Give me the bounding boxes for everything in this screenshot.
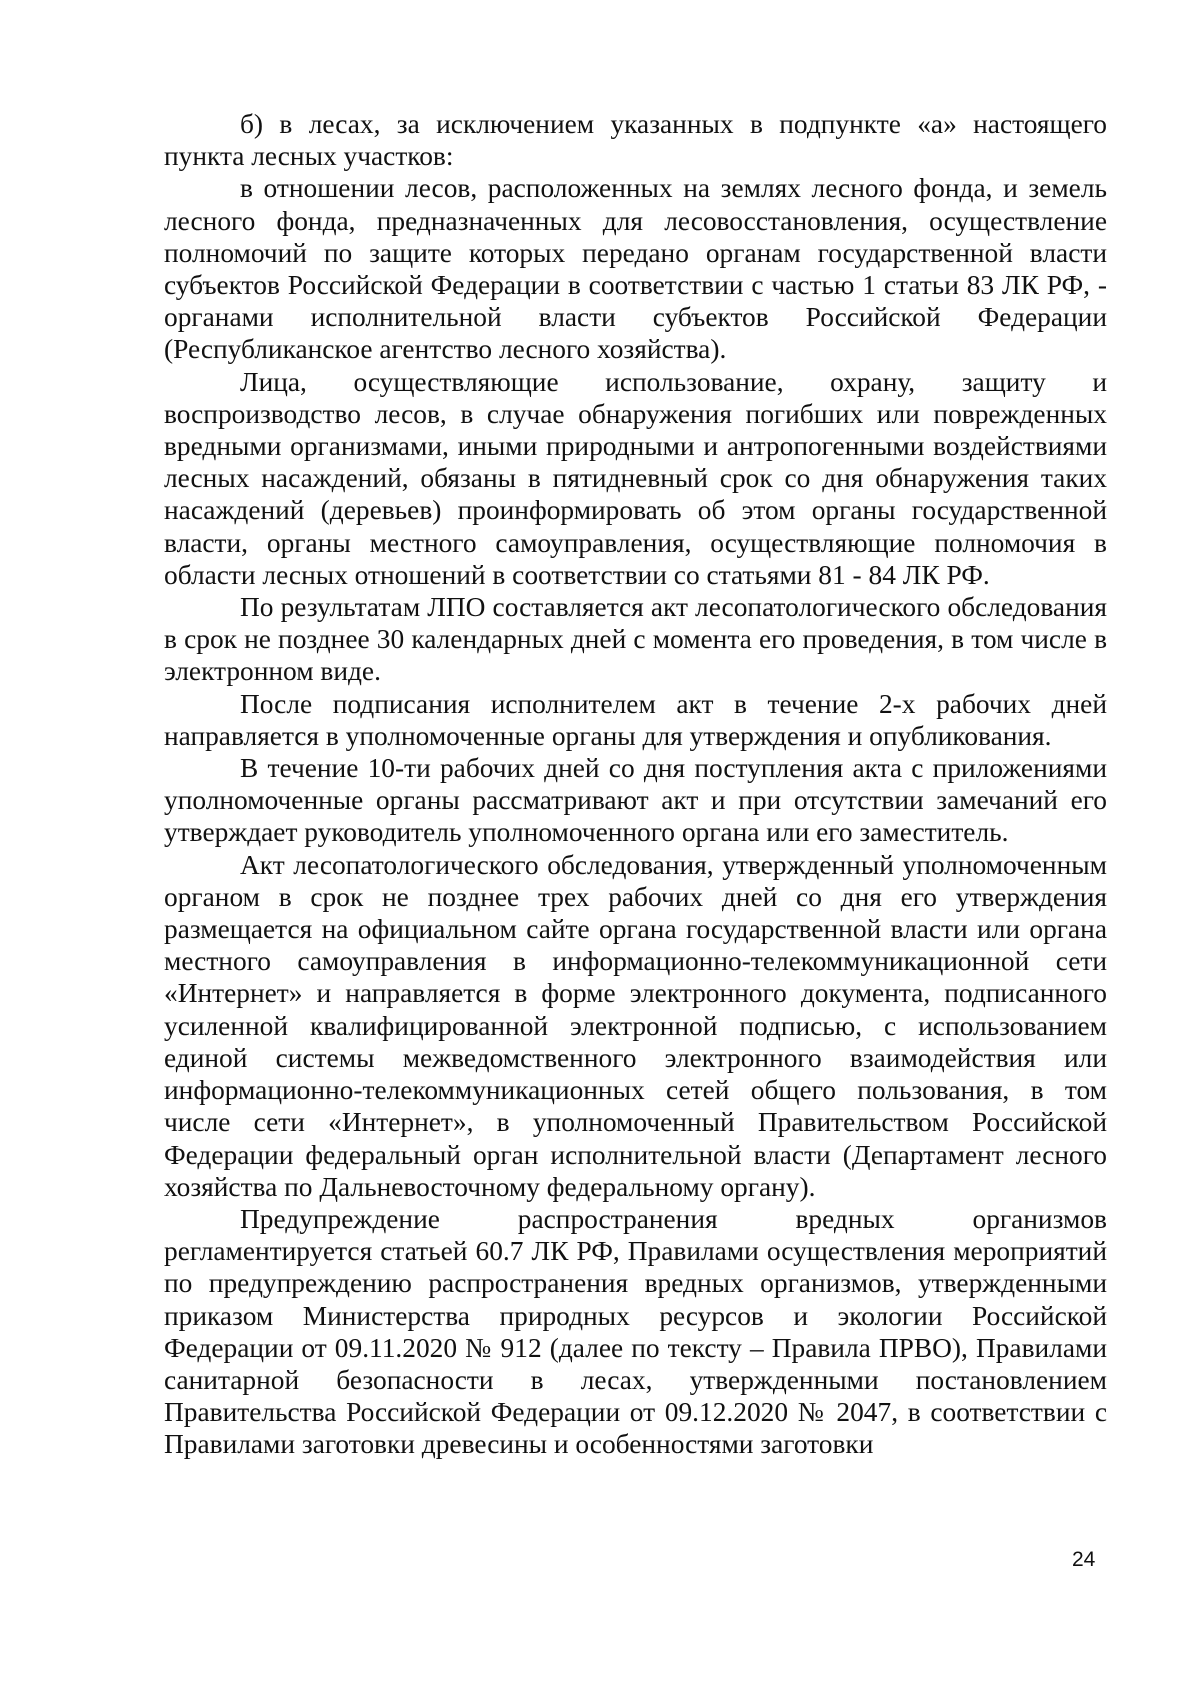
page-number: 24 [1072,1548,1096,1571]
body-text [164,108,1107,1461]
paragraph-1: б) в лесах, за исключением указанных в подпункте «а» настоящего пункта лесных участков: [164,109,1107,172]
paragraph-2: в отношении лесов, расположенных на землях лесного фонда, и земель лесного фонда, предназначенных для лесовосстановления, осуществление полномочий по защите которых передано органам государственной власти субъектов Российской Федерации в соответствии с частью 1 статьи 83 ЛК РФ, - органами исполнительной власти субъектов Российской Федерации (Республиканское агентство лесного хозяйства). [164,173,1107,365]
paragraph-7: Акт лесопатологического обследования, утвержденный уполномоченным органом в срок не позднее трех рабочих дней со дня его утверждения размещается на официальном сайте органа государственной власти или органа местного самоуправления в информационно-телекоммуникационной сети «Интернет» и направляется в форме электронного документа, подписанного усиленной квалифицированной электронной подписью, с использованием единой системы межведомственного электронного взаимодействия или информационно-телекоммуникационных сетей общего пользования, в том числе сети «Интернет», в уполномоченный Правительством Российской Федерации федеральный орган исполнительной власти (Департамент лесного хозяйства по Дальневосточному федеральному органу). [164,849,1107,1202]
paragraph-3: Лица, осуществляющие использование, охрану, защиту и воспроизводство лесов, в случае обнаружения погибших или поврежденных вредными организмами, иными природными и антропогенными воздействиями лесных насаждений, обязаны в пятидневный срок со дня обнаружения таких насаждений (деревьев) проинформировать об этом органы государственной власти, органы местного самоуправления, осуществляющие полномочия в области лесных отношений в соответствии со статьями 81 - 84 ЛК РФ. [164,366,1107,590]
paragraph-5: После подписания исполнителем акт в течение 2-х рабочих дней направляется в уполномоченные органы для утверждения и опубликования. [164,688,1107,751]
paragraph-4: По результатам ЛПО составляется акт лесопатологического обследования в срок не позднее 30 календарных дней с момента его проведения, в том числе в электронном виде. [164,592,1107,687]
paragraph-8: Предупреждение распространения вредных организмов регламентируется статьей 60.7 ЛК РФ, Правилами осуществления мероприятий по предупреждению распространения вредных организмов, утвержденными приказом Министерства природных ресурсов и экологии Российской Федерации от 09.11.2020 № 912 (далее по тексту – Правила ПРВО), Правилами санитарной безопасности в лесах, утвержденными постановлением Правительства Российской Федерации от 09.12.2020 № 2047, в соответствии с Правилами заготовки древесины и особенностями заготовки [164,1203,1107,1460]
paragraph-6: В течение 10-ти рабочих дней со дня поступления акта с приложениями уполномоченные органы рассматривают акт и при отсутствии замечаний его утверждает руководитель уполномоченного органа или его заместитель. [164,753,1107,848]
